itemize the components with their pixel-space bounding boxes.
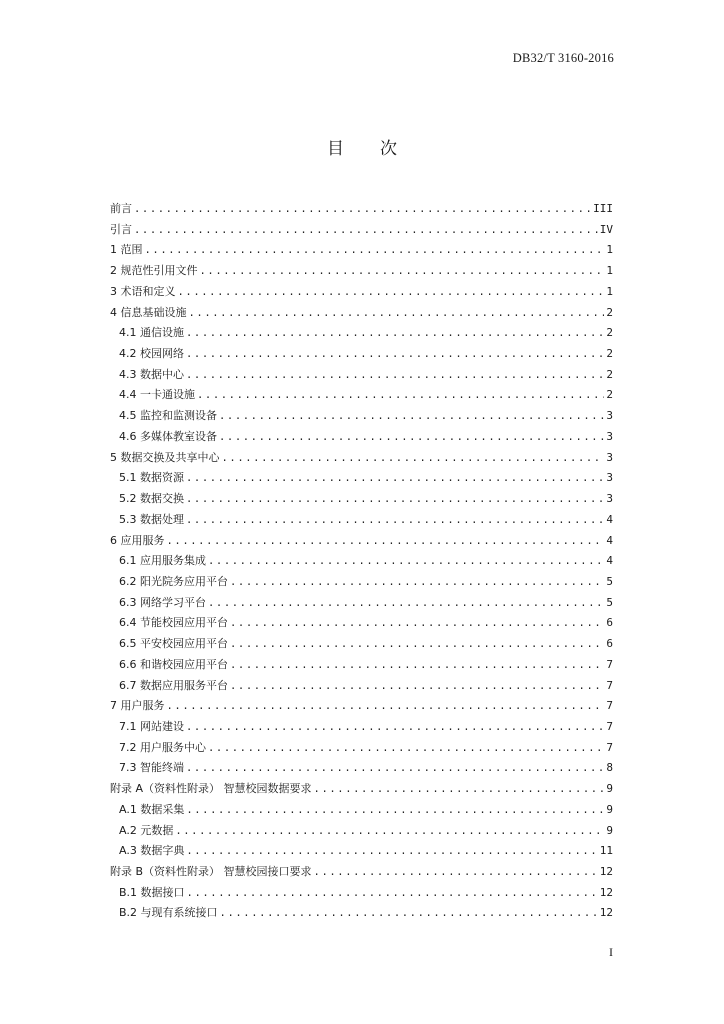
toc-entry-page: 3 xyxy=(606,492,613,506)
toc-entry[interactable] xyxy=(110,821,613,842)
toc-leader-dots xyxy=(187,883,598,904)
toc-entry-page: 4 xyxy=(606,512,613,526)
toc-entry[interactable] xyxy=(110,903,613,924)
toc-leader-dots xyxy=(220,903,598,924)
toc-entry[interactable] xyxy=(110,344,613,365)
toc-entry[interactable] xyxy=(110,220,613,241)
toc-entry[interactable] xyxy=(110,199,613,220)
toc-entry-page: IV xyxy=(599,222,613,236)
toc-entry-page: 1 xyxy=(606,243,613,257)
toc-entry[interactable] xyxy=(110,531,613,552)
toc-leader-dots xyxy=(222,448,605,469)
toc-leader-dots xyxy=(186,841,597,862)
toc-entry[interactable] xyxy=(110,551,613,572)
toc-entry-label: 6.2 阳光院务应用平台 xyxy=(119,574,228,588)
toc-entry-page: 7 xyxy=(606,719,613,733)
toc-leader-dots xyxy=(208,738,604,759)
toc-entry-page: 9 xyxy=(606,782,613,796)
toc-title-char-2: 次 xyxy=(380,139,397,159)
toc-leader-dots xyxy=(200,261,605,282)
toc-entry[interactable] xyxy=(110,655,613,676)
toc-entry-page: 9 xyxy=(606,823,613,837)
toc-entry-page: 4 xyxy=(606,533,613,547)
toc-entry-page: 2 xyxy=(606,367,613,381)
toc-entry-page: 7 xyxy=(606,740,613,754)
toc-entry-page: 12 xyxy=(599,865,613,878)
toc-entry-label: 6.4 节能校园应用平台 xyxy=(119,616,228,630)
toc-entry-label: 6.3 网络学习平台 xyxy=(119,595,206,609)
toc-leader-dots xyxy=(175,821,604,842)
toc-entry-label: 3 术语和定义 xyxy=(110,284,176,298)
toc-entry-page: 2 xyxy=(606,305,613,319)
toc-entry[interactable] xyxy=(110,717,613,738)
toc-entry-page: 5 xyxy=(606,595,613,609)
toc-entry-label: 5 数据交换及共享中心 xyxy=(110,450,220,464)
toc-entry[interactable] xyxy=(110,676,613,697)
toc-entry[interactable] xyxy=(110,841,613,862)
toc-entry[interactable] xyxy=(110,696,613,717)
toc-entry[interactable] xyxy=(110,385,613,406)
toc-entry-label: 7.1 网站建设 xyxy=(119,719,184,733)
toc-entry-label: 4.2 校园网络 xyxy=(119,347,184,361)
toc-entry-page: 3 xyxy=(606,450,613,464)
toc-entry[interactable] xyxy=(110,323,613,344)
toc-entry[interactable] xyxy=(110,282,613,303)
toc-leader-dots xyxy=(167,696,605,717)
toc-entry[interactable] xyxy=(110,303,613,324)
toc-leader-dots xyxy=(186,758,604,779)
toc-entry[interactable] xyxy=(110,572,613,593)
toc-entry-label: 引言 xyxy=(110,222,132,236)
toc-entry-label: 6.6 和谐校园应用平台 xyxy=(119,657,228,671)
toc-leader-dots xyxy=(230,676,604,697)
toc-entry-page: 6 xyxy=(606,637,613,651)
toc-leader-dots xyxy=(219,406,604,427)
toc-entry-label: B.2 与现有系统接口 xyxy=(119,906,218,920)
toc-leader-dots xyxy=(314,862,598,883)
toc-entry[interactable] xyxy=(110,365,613,386)
toc-entry-label: 5.2 数据交换 xyxy=(119,492,184,506)
toc-entry-page: 3 xyxy=(606,471,613,485)
toc-leader-dots xyxy=(230,572,604,593)
toc-entry-page: 3 xyxy=(606,429,613,443)
toc-leader-dots xyxy=(186,510,604,531)
toc-entry-label: 2 规范性引用文件 xyxy=(110,264,198,278)
toc-entry-label: 4 信息基础设施 xyxy=(110,305,187,319)
toc-entry-page: 6 xyxy=(606,616,613,630)
toc-entry-label: 6 应用服务 xyxy=(110,533,165,547)
toc-leader-dots xyxy=(186,468,604,489)
toc-entry[interactable] xyxy=(110,240,613,261)
toc-entry-page: III xyxy=(593,202,613,215)
toc-entry-page: 7 xyxy=(606,657,613,671)
toc-leader-dots xyxy=(208,593,604,614)
toc-entry-label: 4.1 通信设施 xyxy=(119,326,184,340)
toc-entry-label: 4.3 数据中心 xyxy=(119,367,184,381)
toc-entry-label: A.1 数据采集 xyxy=(119,802,185,816)
toc-entry-page: 5 xyxy=(606,574,613,588)
toc-entry[interactable] xyxy=(110,862,613,883)
page-number: I xyxy=(609,945,613,959)
toc-entry[interactable] xyxy=(110,613,613,634)
toc-entry[interactable] xyxy=(110,593,613,614)
toc-leader-dots xyxy=(186,800,604,821)
toc-leader-dots xyxy=(230,634,604,655)
toc-entry-label: 7.2 用户服务中心 xyxy=(119,740,206,754)
toc-leader-dots xyxy=(134,199,591,220)
toc-entry-label: 7.3 智能终端 xyxy=(119,761,184,775)
toc-entry[interactable] xyxy=(110,406,613,427)
toc-entry-label: 6.7 数据应用服务平台 xyxy=(119,678,228,692)
toc-leader-dots xyxy=(186,344,604,365)
toc-entry-label: 附录 B（资料性附录） 智慧校园接口要求 xyxy=(110,865,312,878)
toc-entry-label: 4.5 监控和监测设备 xyxy=(119,409,217,423)
toc-leader-dots xyxy=(186,717,604,738)
toc-entry-page: 2 xyxy=(606,388,613,402)
toc-leader-dots xyxy=(178,282,605,303)
toc-entry-label: 前言 xyxy=(110,202,132,215)
toc-entry-label: 5.1 数据资源 xyxy=(119,471,184,485)
document-code: DB32/T 3160-2016 xyxy=(512,51,614,65)
toc-leader-dots xyxy=(314,779,605,800)
toc-leader-dots xyxy=(145,240,605,261)
toc-entry-page: 9 xyxy=(606,802,613,816)
toc-entry-page: 7 xyxy=(606,678,613,692)
toc-entry-label: 7 用户服务 xyxy=(110,699,165,713)
toc-entry[interactable] xyxy=(110,448,613,469)
toc-entry-page: 4 xyxy=(606,554,613,568)
toc-entry[interactable] xyxy=(110,634,613,655)
toc-entry-label: B.1 数据接口 xyxy=(119,885,185,899)
toc-entry-label: 4.6 多媒体教室设备 xyxy=(119,429,217,443)
toc-entry[interactable] xyxy=(110,779,613,800)
toc-leader-dots xyxy=(208,551,604,572)
toc-entry-label: 5.3 数据处理 xyxy=(119,512,184,526)
toc-leader-dots xyxy=(230,655,604,676)
toc-entry-page: 7 xyxy=(606,699,613,713)
toc-title-char-1: 目 xyxy=(327,139,344,159)
toc-entry[interactable] xyxy=(110,489,613,510)
toc-entry-label: 1 范围 xyxy=(110,243,143,257)
toc-leader-dots xyxy=(186,323,604,344)
toc-entry-page: 8 xyxy=(606,761,613,775)
toc-entry-label: 6.5 平安校园应用平台 xyxy=(119,637,228,651)
toc-leader-dots xyxy=(219,427,604,448)
toc-entry[interactable] xyxy=(110,758,613,779)
toc-leader-dots xyxy=(186,489,604,510)
toc-leader-dots xyxy=(186,365,604,386)
toc-entry[interactable] xyxy=(110,468,613,489)
toc-entry-label: 4.4 一卡通设施 xyxy=(119,388,195,402)
toc-entry[interactable] xyxy=(110,261,613,282)
toc-entry-page: 12 xyxy=(599,885,613,899)
toc-leader-dots xyxy=(134,220,598,241)
toc-entry-page: 3 xyxy=(606,409,613,423)
toc-entry[interactable] xyxy=(110,800,613,821)
toc-leader-dots xyxy=(189,303,605,324)
toc-entry[interactable] xyxy=(110,427,613,448)
toc-entry-page: 2 xyxy=(606,326,613,340)
toc-entry[interactable] xyxy=(110,510,613,531)
toc-entry-page: 2 xyxy=(606,347,613,361)
toc-entry-page: 11 xyxy=(599,844,613,858)
toc-entry[interactable] xyxy=(110,883,613,904)
toc-entry-page: 1 xyxy=(606,284,613,298)
toc-entry[interactable] xyxy=(110,738,613,759)
toc-leader-dots xyxy=(197,385,604,406)
toc-leader-dots xyxy=(167,531,605,552)
toc-entry-label: 附录 A（资料性附录） 智慧校园数据要求 xyxy=(110,782,312,796)
toc-entry-page: 12 xyxy=(599,906,613,920)
toc-entry-label: 6.1 应用服务集成 xyxy=(119,554,206,568)
toc-title xyxy=(0,134,724,159)
toc-entry-label: A.2 元数据 xyxy=(119,823,174,837)
table-of-contents xyxy=(110,199,613,924)
toc-leader-dots xyxy=(230,613,604,634)
toc-entry-label: A.3 数据字典 xyxy=(119,844,185,858)
toc-entry-page: 1 xyxy=(606,264,613,278)
